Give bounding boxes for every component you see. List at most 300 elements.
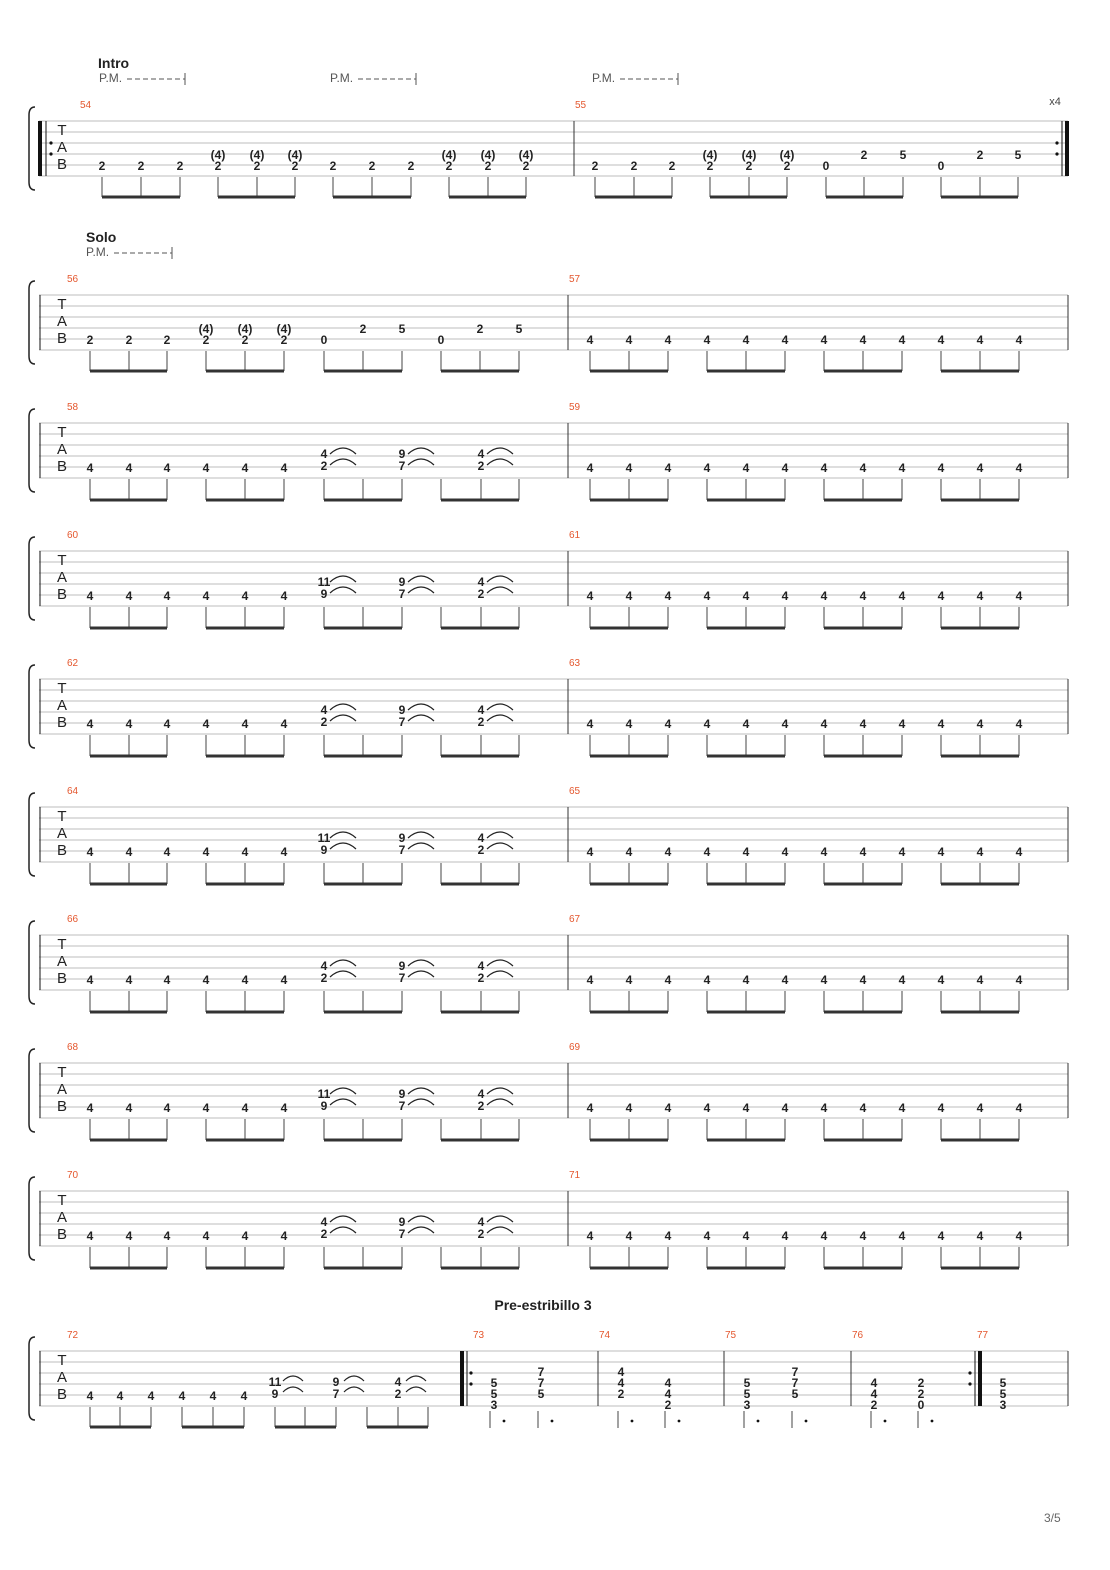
fret-number: 2 [98,159,106,173]
fret-number: 5 [791,1387,799,1401]
fret-number: 4 [703,589,711,603]
fret-number: 4 [625,589,633,603]
fret-number: 4 [976,717,984,731]
fret-number: 4 [125,461,133,475]
measure-number: 70 [67,1170,79,1181]
tie-arc [330,832,356,838]
fret-number: 4 [820,1229,828,1243]
tie-arc [408,960,434,966]
fret-number: 4 [280,1229,288,1243]
fret-number: 2 [706,159,714,173]
fret-number: 2 [917,1387,925,1401]
fret-number: 7 [537,1365,545,1379]
fret-number: 4 [202,845,210,859]
tie-arc [487,576,513,582]
fret-number: 7 [398,459,406,473]
fret-number: 4 [976,1101,984,1115]
fret-number: 4 [898,461,906,475]
measure-number: 60 [67,530,79,541]
tie-arc [408,576,434,582]
fret-number: 4 [125,845,133,859]
fret-number: 4 [742,461,750,475]
fret-number: 5 [999,1387,1007,1401]
tie-arc [330,587,356,593]
fret-number: 2 [329,159,337,173]
fret-number: 9 [320,1099,328,1113]
fret-number: 4 [477,447,485,461]
repeat-dot [1055,152,1058,155]
fret-number: 4 [781,333,789,347]
tie-arc [330,960,356,966]
staff-brace [29,1337,35,1420]
tie-arc [408,1088,434,1094]
tie-arc [408,971,434,977]
fret-number: 4 [820,461,828,475]
fret-number: 4 [781,1229,789,1243]
fret-number: 4 [147,1389,155,1403]
section-label-intro: Intro [98,55,130,71]
fret-number: (4) [779,148,795,162]
tab-letter-t: T [57,424,67,441]
tab-letter-t: T [57,552,67,569]
fret-number: 9 [398,1087,406,1101]
fret-number: 4 [116,1389,124,1403]
fret-number: 2 [86,333,94,347]
fret-number: 5 [743,1376,751,1390]
dotted-rhythm-dot [631,1420,634,1423]
fret-number: 4 [125,1101,133,1115]
fret-number: 7 [537,1376,545,1390]
measure-number: 71 [569,1170,581,1181]
tab-letter-t: T [57,808,67,825]
fret-number: 4 [976,845,984,859]
fret-number: 4 [586,589,594,603]
fret-number: 4 [898,589,906,603]
fret-number: 4 [859,845,867,859]
fret-number: 4 [976,333,984,347]
fret-number: 7 [791,1376,799,1390]
tie-arc [406,1376,426,1381]
fret-number: 2 [320,971,328,985]
fret-number: 2 [477,843,485,857]
fret-number: 4 [240,1389,248,1403]
tab-letter-b: B [56,330,68,347]
fret-number: 5 [515,322,523,336]
fret-number: 2 [976,148,984,162]
fret-number: 4 [125,973,133,987]
fret-number: 2 [125,333,133,347]
fret-number: 0 [320,333,328,347]
tie-arc [408,459,434,465]
fret-number: 4 [320,959,328,973]
fret-number: 4 [742,845,750,859]
tab-letter-a: A [56,1369,68,1386]
fret-number: 4 [320,1215,328,1229]
fret-number: 2 [320,459,328,473]
fret-number: 4 [1015,333,1023,347]
tab-letter-t: T [57,936,67,953]
measure-number: 61 [569,530,581,541]
staff-brace [29,1177,35,1260]
fret-number: 4 [937,1101,945,1115]
fret-number: 4 [586,1101,594,1115]
fret-number: 4 [477,575,485,589]
fret-number: 3 [743,1398,751,1412]
fret-number: 2 [137,159,145,173]
tab-letter-a: A [56,697,68,714]
tie-arc [344,1387,364,1392]
fret-number: 4 [280,717,288,731]
fret-number: 4 [241,973,249,987]
fret-number: 5 [537,1387,545,1401]
fret-number: 9 [320,843,328,857]
fret-number: 4 [586,461,594,475]
tie-arc [487,1099,513,1105]
tie-arc [408,448,434,454]
fret-number: 4 [742,333,750,347]
staff-brace [29,537,35,620]
fret-number: 2 [407,159,415,173]
tie-arc [487,832,513,838]
tie-arc [330,1099,356,1105]
fret-number: 2 [280,333,288,347]
fret-number: 0 [437,333,445,347]
fret-number: 2 [870,1398,878,1412]
tie-arc [330,971,356,977]
dotted-rhythm-dot [503,1420,506,1423]
measure-number: 58 [67,402,79,413]
fret-number: 4 [86,589,94,603]
fret-number: 0 [937,159,945,173]
repeat-dot [469,1371,472,1374]
tie-arc [330,843,356,849]
fret-number: 4 [125,589,133,603]
fret-number: 4 [664,461,672,475]
fret-number: (4) [276,322,292,336]
fret-number: 4 [477,1215,485,1229]
fret-number: 4 [1015,589,1023,603]
fret-number: 4 [820,845,828,859]
fret-number: 11 [317,1087,331,1101]
fret-number: 4 [976,1229,984,1243]
fret-number: 2 [394,1387,402,1401]
tab-letter-b: B [56,586,68,603]
fret-number: 9 [271,1387,279,1401]
dotted-rhythm-dot [757,1420,760,1423]
fret-number: 4 [125,1229,133,1243]
tie-arc [487,587,513,593]
measure-number: 55 [575,100,587,111]
repeat-dot [968,1371,971,1374]
measure-number: 73 [473,1330,485,1341]
repeat-dot [968,1382,971,1385]
fret-number: 4 [664,1376,672,1390]
fret-number: 2 [591,159,599,173]
fret-number: 4 [859,333,867,347]
repeat-dot [49,141,52,144]
tab-letter-b: B [56,714,68,731]
tie-arc [330,576,356,582]
fret-number: 2 [477,587,485,601]
fret-number: 9 [332,1375,340,1389]
fret-number: 2 [320,1227,328,1241]
tie-arc [330,1088,356,1094]
fret-number: 4 [742,589,750,603]
fret-number: 4 [625,461,633,475]
fret-number: 4 [898,717,906,731]
tie-arc [406,1387,426,1392]
measure-number: 67 [569,914,581,925]
fret-number: 4 [664,717,672,731]
tie-arc [487,459,513,465]
fret-number: 4 [859,589,867,603]
tie-arc [487,971,513,977]
fret-number: 4 [781,845,789,859]
fret-number: 4 [202,461,210,475]
fret-number: 4 [664,589,672,603]
fret-number: 5 [398,322,406,336]
fret-number: 4 [664,1101,672,1115]
fret-number: 4 [241,461,249,475]
fret-number: 4 [625,1101,633,1115]
measure-number: 65 [569,786,581,797]
fret-number: 4 [394,1375,402,1389]
tie-arc [330,1216,356,1222]
fret-number: (4) [287,148,303,162]
fret-number: 4 [937,333,945,347]
fret-number: 4 [241,845,249,859]
fret-number: 3 [490,1398,498,1412]
fret-number: 2 [291,159,299,173]
fret-number: 4 [202,973,210,987]
tie-arc [408,1227,434,1233]
fret-number: 7 [398,971,406,985]
fret-number: 4 [937,1229,945,1243]
repeat-count: x4 [1049,96,1061,108]
fret-number: 4 [664,845,672,859]
tie-arc [330,1227,356,1233]
fret-number: 4 [664,333,672,347]
fret-number: 2 [241,333,249,347]
fret-number: 4 [1015,717,1023,731]
fret-number: 4 [664,1229,672,1243]
fret-number: 4 [625,845,633,859]
fret-number: 4 [703,461,711,475]
fret-number: 4 [781,1101,789,1115]
tab-letter-b: B [56,156,68,173]
fret-number: 4 [859,1229,867,1243]
tab-letter-t: T [57,1352,67,1369]
fret-number: 2 [359,322,367,336]
tab-letter-b: B [56,1386,68,1403]
fret-number: (4) [702,148,718,162]
measure-number: 56 [67,274,79,285]
repeat-dot [49,152,52,155]
tab-letter-a: A [56,825,68,842]
fret-number: 4 [1015,1229,1023,1243]
fret-number: 5 [999,1376,1007,1390]
fret-number: 9 [398,831,406,845]
fret-number: 5 [490,1376,498,1390]
tab-letter-t: T [57,1192,67,1209]
tie-arc [330,459,356,465]
fret-number: 4 [625,1229,633,1243]
fret-number: 4 [202,717,210,731]
fret-number: 4 [1015,845,1023,859]
palm-mute-label: P.M. [330,71,354,85]
measure-number: 72 [67,1330,79,1341]
fret-number: 4 [320,703,328,717]
fret-number: 4 [1015,1101,1023,1115]
fret-number: 0 [917,1398,925,1412]
tie-arc [487,843,513,849]
fret-number: 7 [398,587,406,601]
fret-number: 4 [209,1389,217,1403]
fret-number: 4 [859,1101,867,1115]
tie-arc [408,587,434,593]
palm-mute-label: P.M. [86,245,110,259]
dotted-rhythm-dot [551,1420,554,1423]
fret-number: 4 [937,461,945,475]
fret-number: 4 [280,845,288,859]
fret-number: 11 [317,831,331,845]
fret-number: (4) [741,148,757,162]
fret-number: 7 [332,1387,340,1401]
fret-number: 4 [859,717,867,731]
tab-letter-b: B [56,458,68,475]
fret-number: 4 [781,589,789,603]
fret-number: 4 [937,845,945,859]
fret-number: 9 [398,959,406,973]
dotted-rhythm-dot [678,1420,681,1423]
tie-arc [330,448,356,454]
fret-number: 0 [822,159,830,173]
tab-letter-b: B [56,1098,68,1115]
fret-number: 7 [398,715,406,729]
fret-number: 4 [202,589,210,603]
fret-number: 4 [742,717,750,731]
fret-number: 4 [742,1229,750,1243]
fret-number: 4 [937,717,945,731]
fret-number: 2 [202,333,210,347]
section-label-pre-estribillo: Pre-estribillo 3 [494,1297,592,1313]
tie-arc [408,704,434,710]
staff-brace [29,793,35,876]
fret-number: 4 [703,717,711,731]
fret-number: 4 [1015,973,1023,987]
fret-number: 4 [280,1101,288,1115]
fret-number: 2 [617,1387,625,1401]
fret-number: 2 [163,333,171,347]
tie-arc [487,1227,513,1233]
dotted-rhythm-dot [884,1420,887,1423]
fret-number: 2 [522,159,530,173]
measure-number: 74 [599,1330,611,1341]
fret-number: 4 [976,461,984,475]
fret-number: 5 [743,1387,751,1401]
fret-number: 4 [86,973,94,987]
tie-arc [408,715,434,721]
fret-number: 2 [214,159,222,173]
fret-number: 4 [937,973,945,987]
measure-number: 57 [569,274,581,285]
fret-number: 4 [820,1101,828,1115]
fret-number: 2 [917,1376,925,1390]
tie-arc [408,832,434,838]
fret-number: 9 [398,447,406,461]
fret-number: 4 [664,973,672,987]
fret-number: 2 [445,159,453,173]
fret-number: 4 [163,717,171,731]
fret-number: 2 [368,159,376,173]
measure-number: 54 [80,100,92,111]
tab-letter-a: A [56,953,68,970]
fret-number: 4 [781,461,789,475]
tab-letter-t: T [57,1064,67,1081]
fret-number: 4 [320,447,328,461]
fret-number: 4 [976,589,984,603]
tab-letter-a: A [56,441,68,458]
fret-number: 2 [477,715,485,729]
fret-number: 4 [86,845,94,859]
fret-number: 2 [176,159,184,173]
fret-number: 5 [899,148,907,162]
fret-number: 4 [241,1101,249,1115]
tab-letter-a: A [56,313,68,330]
dotted-rhythm-dot [805,1420,808,1423]
fret-number: 4 [202,1101,210,1115]
fret-number: 4 [163,461,171,475]
tie-arc [487,960,513,966]
palm-mute-label: P.M. [99,71,123,85]
fret-number: 4 [86,1229,94,1243]
fret-number: 2 [745,159,753,173]
repeat-dot [1055,141,1058,144]
fret-number: 4 [241,589,249,603]
fret-number: 4 [820,973,828,987]
fret-number: 4 [781,717,789,731]
tie-arc [344,1376,364,1381]
fret-number: (4) [480,148,496,162]
fret-number: 4 [477,703,485,717]
tab-letter-a: A [56,1081,68,1098]
page-number: 3/5 [1044,1511,1061,1525]
fret-number: 4 [178,1389,186,1403]
fret-number: 4 [625,973,633,987]
fret-number: 4 [586,717,594,731]
fret-number: 4 [280,461,288,475]
fret-number: (4) [518,148,534,162]
fret-number: 4 [976,973,984,987]
fret-number: 4 [820,589,828,603]
measure-number: 66 [67,914,79,925]
staff-brace [29,409,35,492]
fret-number: 4 [1015,461,1023,475]
fret-number: 4 [86,461,94,475]
fret-number: (4) [249,148,265,162]
fret-number: 4 [870,1387,878,1401]
fret-number: 2 [477,459,485,473]
tab-letter-b: B [56,1226,68,1243]
tab-letter-a: A [56,139,68,156]
fret-number: 4 [703,1229,711,1243]
fret-number: 5 [1014,148,1022,162]
fret-number: 4 [617,1365,625,1379]
tab-letter-t: T [57,122,67,139]
tie-arc [330,715,356,721]
fret-number: 4 [625,717,633,731]
fret-number: 4 [703,845,711,859]
